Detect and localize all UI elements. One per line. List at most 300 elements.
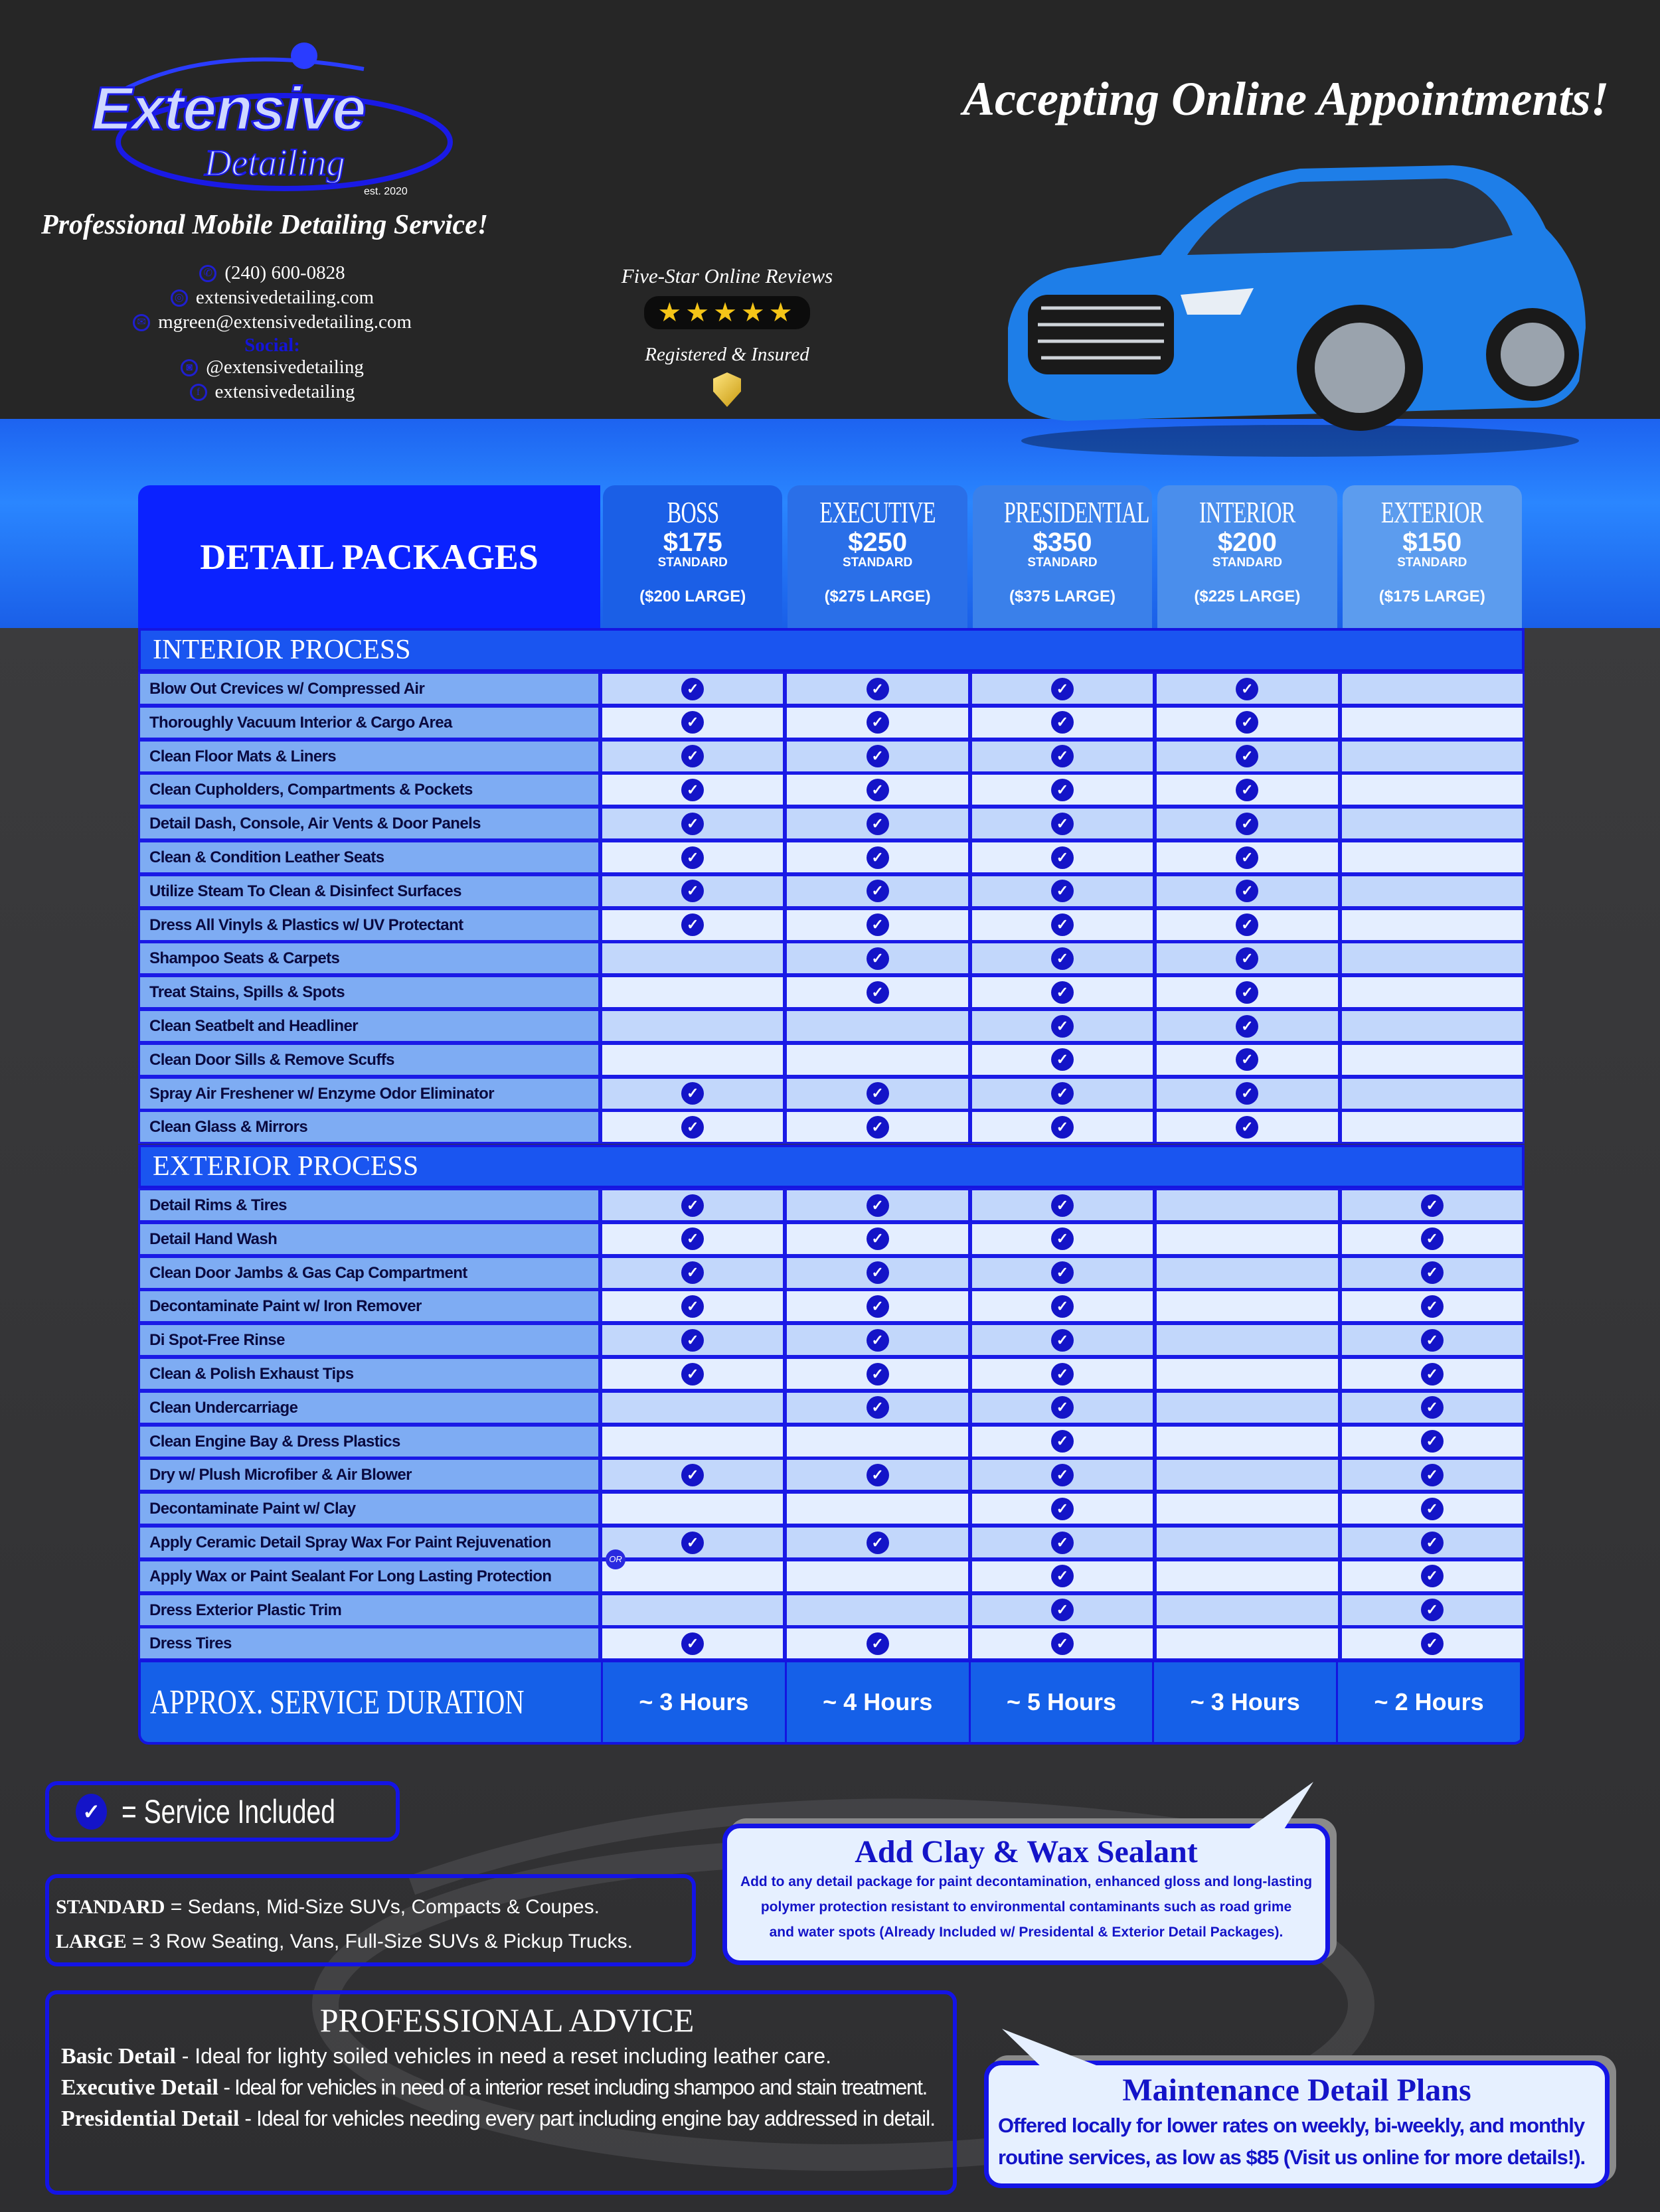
table-row xyxy=(138,1188,1525,1222)
duration-value: ~ 2 Hours xyxy=(1338,1662,1522,1742)
check-icon: ✓ xyxy=(867,1632,889,1655)
check-cell xyxy=(785,1559,969,1593)
check-cell xyxy=(1340,975,1525,1009)
check-cell xyxy=(600,1188,785,1222)
check-icon: ✓ xyxy=(1051,1261,1074,1284)
exterior-process-header: EXTERIOR PROCESS xyxy=(138,1145,1525,1188)
service-label: Dress All Vinyls & Plastics w/ UV Protectant xyxy=(138,908,600,942)
check-icon: ✓ xyxy=(1051,1565,1074,1587)
package-standard-label: STANDARD xyxy=(657,556,728,570)
instagram-text: @extensivedetailing xyxy=(206,356,364,378)
check-cell xyxy=(1340,1559,1525,1593)
globe-icon: ◎ xyxy=(171,289,188,307)
table-row xyxy=(138,1357,1525,1391)
interior-process-header: INTERIOR PROCESS xyxy=(138,628,1525,672)
email-item[interactable] xyxy=(20,311,525,333)
check-icon: ✓ xyxy=(1236,1048,1258,1071)
check-icon: ✓ xyxy=(867,913,889,936)
check-cell xyxy=(1340,941,1525,975)
check-icon: ✓ xyxy=(867,1116,889,1139)
check-cell xyxy=(1155,1188,1339,1222)
legend-box xyxy=(45,1781,400,1842)
service-label: Detail Dash, Console, Air Vents & Door Panels xyxy=(138,807,600,840)
social-label: Social: xyxy=(244,335,300,356)
check-icon: ✓ xyxy=(1421,1329,1444,1352)
table-row xyxy=(138,1323,1525,1357)
advice-title: PROFESSIONAL ADVICE xyxy=(319,2002,695,2039)
check-icon: ✓ xyxy=(681,813,704,835)
check-icon: ✓ xyxy=(1051,1116,1074,1139)
maintenance-line: Offered locally for lower rates on weekly, bi-weekly, and monthly xyxy=(998,2114,1585,2137)
logo-wordmark: Extensive xyxy=(92,75,365,143)
car-illustration xyxy=(988,155,1599,461)
table-row xyxy=(138,1593,1525,1627)
table-row xyxy=(138,1043,1525,1077)
check-icon: ✓ xyxy=(681,1363,704,1385)
check-cell xyxy=(600,807,785,840)
clay-sealant-callout xyxy=(722,1824,1330,1965)
check-cell xyxy=(1155,1043,1339,1077)
maintenance-plans-callout xyxy=(984,2061,1610,2188)
check-cell xyxy=(1155,1492,1339,1526)
check-cell xyxy=(1340,1256,1525,1290)
table-row xyxy=(138,807,1525,840)
check-icon: ✓ xyxy=(681,1227,704,1250)
duration-row xyxy=(138,1660,1525,1745)
service-label: Clean & Polish Exhaust Tips xyxy=(138,1357,600,1391)
table-title: DETAIL PACKAGES xyxy=(200,536,539,577)
check-cell xyxy=(1155,840,1339,874)
check-cell xyxy=(785,1110,969,1144)
instagram-icon: ◙ xyxy=(181,359,198,376)
check-cell xyxy=(600,1458,785,1492)
package-header-interior xyxy=(1157,485,1337,628)
check-icon: ✓ xyxy=(1051,1498,1074,1520)
check-cell xyxy=(1340,672,1525,706)
check-icon: ✓ xyxy=(681,678,704,700)
check-cell xyxy=(970,1323,1155,1357)
large-size-line: LARGE = 3 Row Seating, Vans, Full-Size SUVs & Pickup Trucks. xyxy=(56,1931,633,1952)
check-icon: ✓ xyxy=(1236,880,1258,902)
package-large-price: ($275 LARGE) xyxy=(824,588,931,605)
check-icon: ✓ xyxy=(867,947,889,970)
check-cell xyxy=(970,1626,1155,1660)
clay-line: Add to any detail package for paint decontamination, enhanced gloss and long-lasting xyxy=(740,1874,1313,1889)
email-text: mgreen@extensivedetailing.com xyxy=(158,311,412,333)
check-cell xyxy=(970,1289,1155,1323)
check-cell xyxy=(785,672,969,706)
check-cell xyxy=(785,1323,969,1357)
check-icon: ✓ xyxy=(681,1464,704,1486)
check-icon: ✓ xyxy=(867,1464,889,1486)
logo-est: est. 2020 xyxy=(364,186,408,197)
check-cell xyxy=(600,1289,785,1323)
table-row xyxy=(138,1425,1525,1459)
table-row xyxy=(138,840,1525,874)
check-cell xyxy=(1155,1626,1339,1660)
table-row xyxy=(138,740,1525,773)
check-icon: ✓ xyxy=(681,1116,704,1139)
check-icon: ✓ xyxy=(867,846,889,869)
check-cell xyxy=(970,1077,1155,1111)
check-cell xyxy=(1340,1110,1525,1144)
check-cell xyxy=(600,840,785,874)
check-cell xyxy=(600,1043,785,1077)
check-cell xyxy=(785,1593,969,1627)
check-cell xyxy=(970,1593,1155,1627)
check-cell xyxy=(600,740,785,773)
check-icon: ✓ xyxy=(1236,981,1258,1004)
check-icon: ✓ xyxy=(1236,779,1258,801)
check-cell xyxy=(1340,706,1525,740)
check-icon: ✓ xyxy=(681,913,704,936)
website-text: extensivedetailing.com xyxy=(195,287,374,308)
check-cell xyxy=(1155,1357,1339,1391)
check-icon: ✓ xyxy=(1051,813,1074,835)
check-cell xyxy=(785,874,969,908)
service-label: Detail Rims & Tires xyxy=(138,1188,600,1222)
check-icon: ✓ xyxy=(867,1396,889,1419)
check-icon: ✓ xyxy=(1051,947,1074,970)
check-cell xyxy=(600,1323,785,1357)
check-cell xyxy=(600,1256,785,1290)
check-cell xyxy=(785,1458,969,1492)
standard-size-line: STANDARD = Sedans, Mid-Size SUVs, Compacts & Coupes. xyxy=(56,1896,600,1918)
facebook-icon: f xyxy=(190,384,207,401)
package-standard-label: STANDARD xyxy=(842,556,913,570)
check-cell xyxy=(600,1559,785,1593)
check-cell xyxy=(970,975,1155,1009)
check-cell xyxy=(1340,908,1525,942)
check-cell xyxy=(1155,1425,1339,1459)
service-label: Treat Stains, Spills & Spots xyxy=(138,975,600,1009)
check-cell xyxy=(970,840,1155,874)
check-cell xyxy=(970,1559,1155,1593)
check-cell xyxy=(970,1458,1155,1492)
check-icon: ✓ xyxy=(681,1194,704,1217)
table-row xyxy=(138,1626,1525,1660)
duration-value: ~ 5 Hours xyxy=(971,1662,1155,1742)
table-row xyxy=(138,1077,1525,1111)
check-cell xyxy=(970,740,1155,773)
vehicle-size-box xyxy=(45,1874,696,1966)
check-cell xyxy=(1155,1256,1339,1290)
check-cell xyxy=(1155,773,1339,807)
check-cell xyxy=(1340,740,1525,773)
check-icon: ✓ xyxy=(681,880,704,902)
check-cell xyxy=(970,1391,1155,1425)
package-standard-label: STANDARD xyxy=(1212,556,1282,570)
check-cell xyxy=(785,941,969,975)
check-icon: ✓ xyxy=(1421,1363,1444,1385)
check-icon: ✓ xyxy=(867,1261,889,1284)
check-icon: ✓ xyxy=(867,1329,889,1352)
check-icon: ✓ xyxy=(1051,1599,1074,1621)
maintenance-title: Maintenance Detail Plans xyxy=(1122,2073,1471,2108)
package-standard-label: STANDARD xyxy=(1027,556,1098,570)
check-cell xyxy=(970,1492,1155,1526)
reviews-label: Five-Star Online Reviews xyxy=(621,264,833,287)
check-cell xyxy=(970,807,1155,840)
legend-text: = Service Included xyxy=(122,1792,336,1830)
check-cell xyxy=(600,1357,785,1391)
service-label: Clean Glass & Mirrors xyxy=(138,1110,600,1144)
table-row xyxy=(138,874,1525,908)
check-cell xyxy=(1155,1077,1339,1111)
service-label: Thoroughly Vacuum Interior & Cargo Area xyxy=(138,706,600,740)
check-icon: ✓ xyxy=(1051,1015,1074,1038)
check-cell xyxy=(970,908,1155,942)
check-icon: ✓ xyxy=(1051,745,1074,767)
package-price: $150 xyxy=(1402,528,1462,557)
shield-icon xyxy=(713,372,741,407)
check-icon: ✓ xyxy=(681,1295,704,1318)
check-cell xyxy=(1155,941,1339,975)
check-icon: ✓ xyxy=(1421,1295,1444,1318)
check-cell xyxy=(785,1425,969,1459)
service-label: Shampoo Seats & Carpets xyxy=(138,941,600,975)
service-label: Clean Door Jambs & Gas Cap Compartment xyxy=(138,1256,600,1290)
check-icon: ✓ xyxy=(1051,1532,1074,1554)
check-icon: ✓ xyxy=(1236,1116,1258,1139)
table-row xyxy=(138,1110,1525,1144)
check-cell xyxy=(1340,1289,1525,1323)
service-label: Dress Exterior Plastic Trim xyxy=(138,1593,600,1627)
service-label: Clean Floor Mats & Liners xyxy=(138,740,600,773)
check-icon: ✓ xyxy=(1051,1227,1074,1250)
check-cell xyxy=(970,1357,1155,1391)
check-icon: ✓ xyxy=(1051,981,1074,1004)
package-price: $175 xyxy=(663,528,722,557)
table-row xyxy=(138,1391,1525,1425)
website-item[interactable] xyxy=(20,287,525,309)
check-cell xyxy=(1155,874,1339,908)
check-cell xyxy=(600,672,785,706)
service-label: Dry w/ Plush Microfiber & Air Blower xyxy=(138,1458,600,1492)
check-icon: ✓ xyxy=(681,1532,704,1554)
check-cell xyxy=(1155,1559,1339,1593)
package-header-presidential xyxy=(973,485,1152,628)
check-cell xyxy=(1155,1289,1339,1323)
check-cell xyxy=(1340,1077,1525,1111)
service-label: Apply Ceramic Detail Spray Wax For Paint Rejuvenation xyxy=(138,1526,600,1559)
check-icon: ✓ xyxy=(1051,1048,1074,1071)
package-large-price: ($200 LARGE) xyxy=(639,588,746,605)
check-icon: ✓ xyxy=(1236,947,1258,970)
check-icon: ✓ xyxy=(1051,678,1074,700)
check-cell xyxy=(970,706,1155,740)
table-row xyxy=(138,975,1525,1009)
check-cell xyxy=(970,1256,1155,1290)
check-cell xyxy=(1340,1526,1525,1559)
check-cell xyxy=(600,1077,785,1111)
check-cell xyxy=(600,773,785,807)
check-cell xyxy=(600,706,785,740)
check-icon: ✓ xyxy=(1421,1430,1444,1453)
service-label: Clean Door Sills & Remove Scuffs xyxy=(138,1043,600,1077)
check-cell xyxy=(785,908,969,942)
table-row xyxy=(138,672,1525,706)
check-cell xyxy=(785,1222,969,1256)
check-icon: ✓ xyxy=(867,1082,889,1105)
check-cell xyxy=(1155,1593,1339,1627)
package-price: $350 xyxy=(1033,528,1092,557)
package-large-price: ($375 LARGE) xyxy=(1009,588,1116,605)
check-icon: ✓ xyxy=(681,711,704,734)
check-icon: ✓ xyxy=(1051,779,1074,801)
check-icon: ✓ xyxy=(1051,1430,1074,1453)
check-cell xyxy=(1155,975,1339,1009)
table-row xyxy=(138,1256,1525,1290)
instagram-item[interactable] xyxy=(20,356,525,378)
check-icon: ✓ xyxy=(1051,1464,1074,1486)
check-cell xyxy=(1155,1323,1339,1357)
check-icon: ✓ xyxy=(681,779,704,801)
check-cell xyxy=(785,1492,969,1526)
headline: Accepting Online Appointments! xyxy=(963,72,1610,125)
package-large-price: ($175 LARGE) xyxy=(1378,588,1485,605)
package-header-exterior xyxy=(1343,485,1522,628)
check-cell xyxy=(600,1492,785,1526)
check-cell xyxy=(970,1425,1155,1459)
check-cell xyxy=(785,975,969,1009)
check-cell xyxy=(785,1188,969,1222)
service-label: Clean Cupholders, Compartments & Pockets xyxy=(138,773,600,807)
check-icon: ✓ xyxy=(1236,745,1258,767)
check-cell xyxy=(600,874,785,908)
package-name: INTERIOR xyxy=(1199,495,1295,529)
check-icon: ✓ xyxy=(76,1794,107,1830)
check-icon: ✓ xyxy=(1421,1227,1444,1250)
check-cell xyxy=(1340,1043,1525,1077)
check-cell xyxy=(600,1526,785,1559)
package-price: $200 xyxy=(1217,528,1277,557)
check-icon: ✓ xyxy=(867,880,889,902)
badges xyxy=(584,264,870,407)
table-row xyxy=(138,908,1525,942)
check-icon: ✓ xyxy=(1051,880,1074,902)
table-row xyxy=(138,1559,1525,1593)
service-label: Dress Tires xyxy=(138,1626,600,1660)
check-cell xyxy=(1155,1526,1339,1559)
check-cell xyxy=(970,672,1155,706)
check-icon: ✓ xyxy=(1236,846,1258,869)
check-cell xyxy=(970,1188,1155,1222)
service-label: Apply Wax or Paint Sealant For Long Lasting Protection xyxy=(138,1559,600,1593)
check-cell xyxy=(785,1626,969,1660)
check-cell xyxy=(600,1222,785,1256)
check-icon: ✓ xyxy=(1421,1194,1444,1217)
check-cell xyxy=(1340,1357,1525,1391)
check-icon: ✓ xyxy=(1236,1015,1258,1038)
check-icon: ✓ xyxy=(1421,1396,1444,1419)
check-icon: ✓ xyxy=(1051,1363,1074,1385)
check-cell xyxy=(600,1626,785,1660)
check-cell xyxy=(785,706,969,740)
advice-item: Executive Detail - Ideal for vehicles in need of a interior reset including shampoo and stain treatment. xyxy=(61,2075,927,2100)
service-label: Clean Undercarriage xyxy=(138,1391,600,1425)
phone-icon: ✆ xyxy=(199,265,216,282)
check-cell xyxy=(1340,1188,1525,1222)
check-icon: ✓ xyxy=(867,813,889,835)
service-label: Di Spot-Free Rinse xyxy=(138,1323,600,1357)
contact-block xyxy=(20,262,525,403)
advice-item: Presidential Detail - Ideal for vehicles needing every part including engine bay addressed in detail. xyxy=(61,2106,936,2131)
check-icon: ✓ xyxy=(1421,1261,1444,1284)
check-icon: ✓ xyxy=(867,1227,889,1250)
check-cell xyxy=(1340,840,1525,874)
package-name: EXTERIOR xyxy=(1380,495,1483,529)
check-cell xyxy=(785,773,969,807)
package-header-executive xyxy=(788,485,967,628)
check-cell xyxy=(785,1289,969,1323)
check-icon: ✓ xyxy=(1421,1632,1444,1655)
package-standard-label: STANDARD xyxy=(1397,556,1467,570)
service-label: Clean & Condition Leather Seats xyxy=(138,840,600,874)
check-cell xyxy=(600,1425,785,1459)
table-row xyxy=(138,1492,1525,1526)
check-icon: ✓ xyxy=(681,1082,704,1105)
service-label: Clean Engine Bay & Dress Plastics xyxy=(138,1425,600,1459)
insured-label: Registered & Insured xyxy=(645,344,809,365)
check-cell xyxy=(785,840,969,874)
check-cell xyxy=(1155,908,1339,942)
table-row xyxy=(138,706,1525,740)
check-icon: ✓ xyxy=(681,1329,704,1352)
table-row xyxy=(138,1289,1525,1323)
phone-item[interactable] xyxy=(20,262,525,284)
check-icon: ✓ xyxy=(867,981,889,1004)
check-cell xyxy=(1155,1458,1339,1492)
check-icon: ✓ xyxy=(1236,813,1258,835)
check-cell xyxy=(1340,1425,1525,1459)
check-cell xyxy=(970,773,1155,807)
check-cell xyxy=(1340,1458,1525,1492)
check-cell xyxy=(1155,807,1339,840)
check-cell xyxy=(970,941,1155,975)
package-name: PRESIDENTIAL xyxy=(1003,495,1149,529)
check-cell xyxy=(785,1526,969,1559)
package-name: EXECUTIVE xyxy=(819,495,936,529)
professional-advice-box xyxy=(45,1990,957,2195)
check-icon: ✓ xyxy=(1236,1082,1258,1105)
check-cell xyxy=(1340,1222,1525,1256)
mail-icon: ✉ xyxy=(133,314,150,331)
check-icon: ✓ xyxy=(1236,913,1258,936)
check-cell xyxy=(970,1526,1155,1559)
check-icon: ✓ xyxy=(1051,1329,1074,1352)
check-cell xyxy=(970,1110,1155,1144)
check-icon: ✓ xyxy=(867,1194,889,1217)
check-cell xyxy=(600,1593,785,1627)
check-icon: ✓ xyxy=(1421,1532,1444,1554)
check-cell xyxy=(970,1009,1155,1043)
table-row xyxy=(138,773,1525,807)
check-cell xyxy=(970,1222,1155,1256)
service-label: Blow Out Crevices w/ Compressed Air xyxy=(138,672,600,706)
duration-value: ~ 3 Hours xyxy=(1154,1662,1338,1742)
duration-label: APPROX. SERVICE DURATION xyxy=(150,1683,525,1721)
check-icon: ✓ xyxy=(1421,1464,1444,1486)
check-cell xyxy=(1155,1222,1339,1256)
table-row xyxy=(138,1222,1525,1256)
check-cell xyxy=(1155,672,1339,706)
clay-title: Add Clay & Wax Sealant xyxy=(855,1834,1198,1869)
service-label: Spray Air Freshener w/ Enzyme Odor Eliminator xyxy=(138,1077,600,1111)
package-name: BOSS xyxy=(667,495,719,529)
or-badge: OR xyxy=(606,1549,625,1569)
facebook-item[interactable] xyxy=(20,381,525,403)
